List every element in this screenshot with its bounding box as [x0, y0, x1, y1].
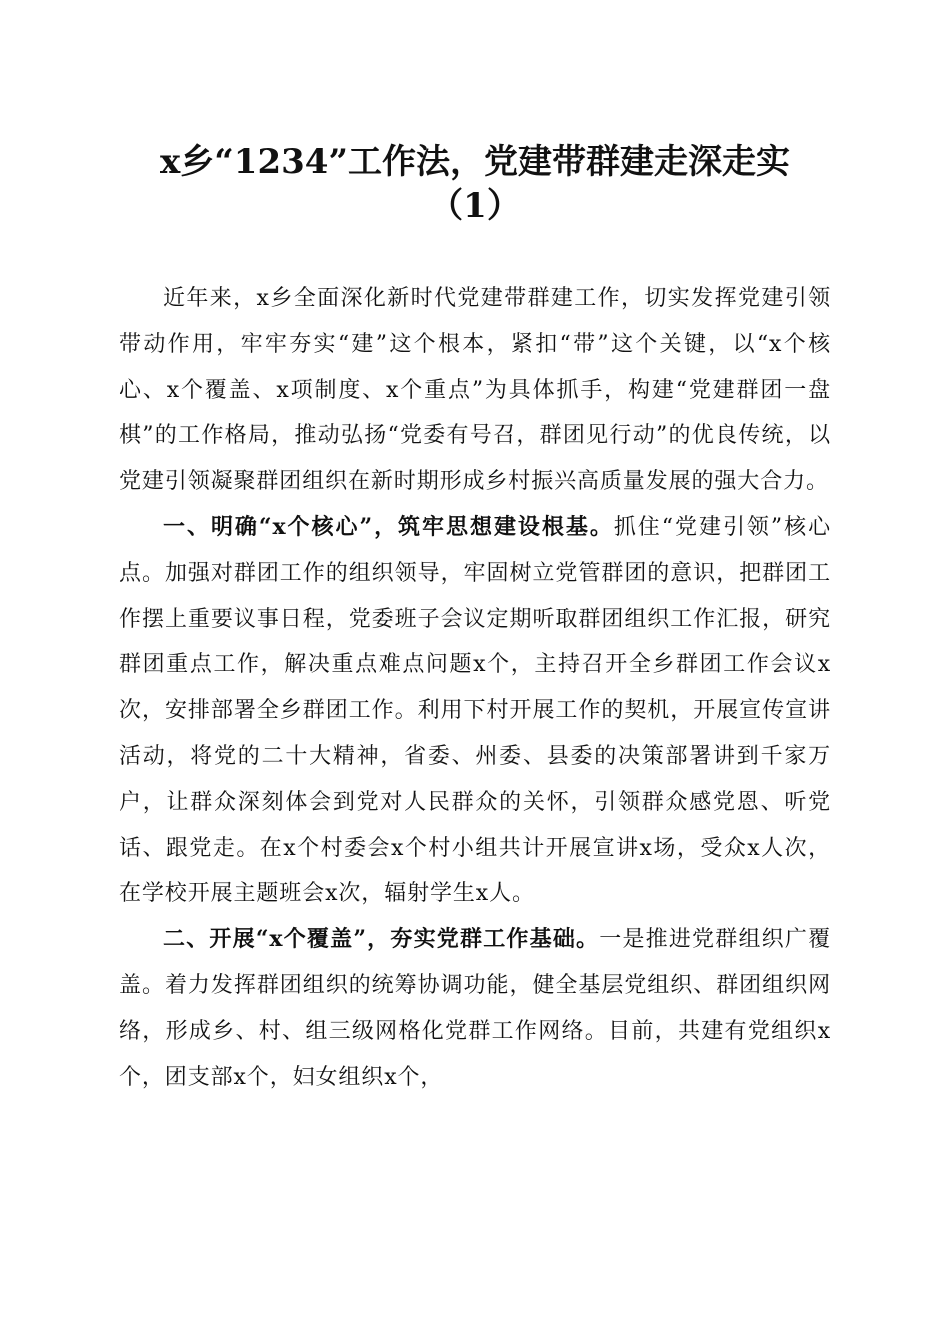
paragraph-text: 抓住“党建引领”核心点。加强对群团工作的组织领导，牢固树立党管群团的意识，把群团工作摆上重要议事日程，党委班子会议定期听取群团组织工作汇报，研究群团重点工作，解决重点难点问题x个，主持召开全乡群团工作会议x次，安排部署全乡群团工作。利用下村开展工作的契机，开展宣传宣讲活动，将党的二十大精神，省委、州委、县委的决策部署讲到千家万户，让群众深刻体会到党对人民群众的关怀，引领群众感党恩、听党话、跟党走。在x个村委会x个村小组共计开展宣讲x场，受众x人次，在学校开展主题班会x次，辐射学生x人。: [119, 514, 831, 907]
section-two-paragraph: [119, 917, 831, 1100]
document-title-part-number: （1）: [429, 186, 521, 226]
paragraph-text: 一是推进党群组织广覆盖。着力发挥群团组织的统筹协调功能，健全基层党组织、群团组织网络，形成乡、村、组三级网格化党群工作网络。目前，共建有党组织x个，团支部x个，妇女组织x个，: [119, 927, 831, 1090]
section-two-heading: 二、开展“x个覆盖”，夯实党群工作基础。: [163, 926, 600, 953]
section-one-paragraph: [119, 505, 831, 917]
section-one-heading: 一、明确“x个核心”，筑牢思想建设根基。: [163, 513, 614, 540]
intro-paragraph: [119, 276, 831, 505]
document-title: x乡“1234”工作法，党建带群建走深走实: [159, 142, 790, 182]
document-body: [119, 276, 831, 1100]
paragraph-text: 近年来，x乡全面深化新时代党建带群建工作，切实发挥党建引领带动作用，牢牢夯实“建”这个根本，紧扣“带”这个关键，以“x个核心、x个覆盖、x项制度、x个重点”为具体抓手，构建“党建群团一盘棋”的工作格局，推动弘扬“党委有号召，群团见行动”的优良传统，以党建引领凝聚群团组织在新时期形成乡村振兴高质量发展的强大合力。: [119, 286, 831, 495]
